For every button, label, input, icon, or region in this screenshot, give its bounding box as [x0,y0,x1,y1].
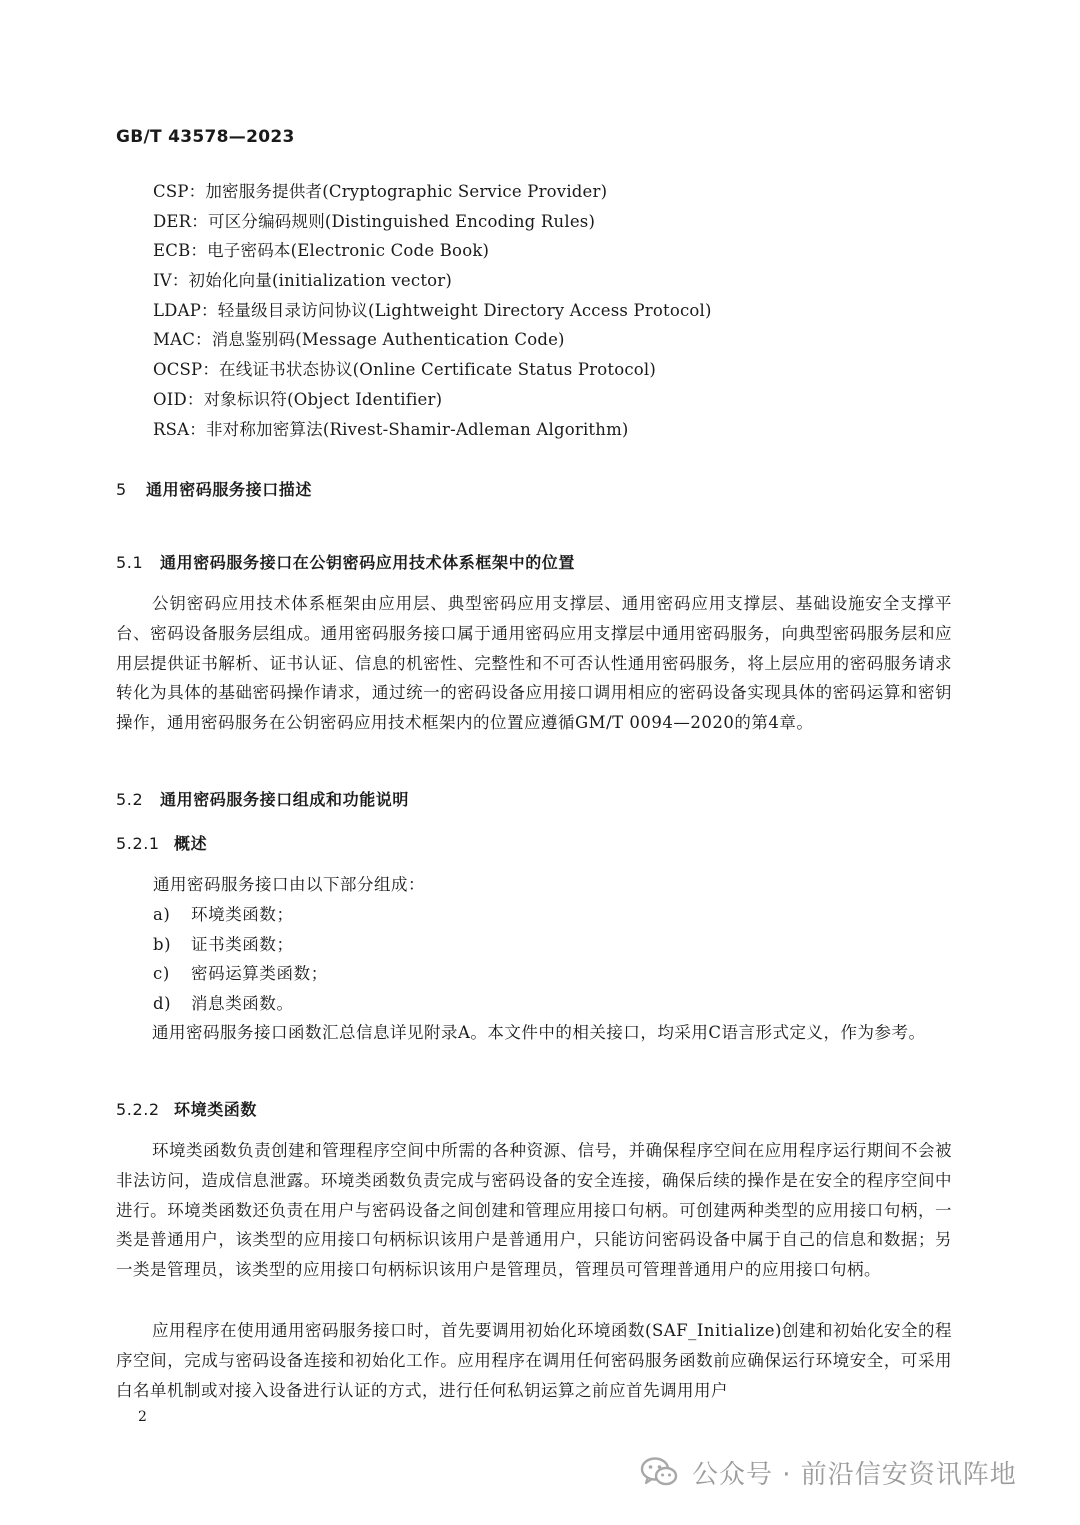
section-5-heading [116,477,312,500]
section-5-2-2-paragraph-2: 应用程序在使用通用密码服务接口时，首先要调用初始化环境函数(SAF_Initialize)创建和初始化安全的程序空间，完成与密码设备连接和初始化工作。应用程序在调用任何密码服务函数前应确保运行环境安全，可采用白名单机制或对接入设备进行认证的方式，进行任何私钥运算之前应首先调用用户 [116,1321,952,1400]
abbreviation-item: DER：可区分编码规则(Distinguished Encoding Rules) [153,211,596,231]
section-5-2-heading [116,787,409,810]
list-item-label: d) [153,993,172,1013]
section-5-1-heading [116,550,575,573]
abbreviation-item: ECB：电子密码本(Electronic Code Book) [153,241,490,261]
list-item-label: b) [153,934,172,954]
watermark-text: 公众号 · 前沿信安资讯阵地 [692,1459,1017,1490]
abbreviation-item: OID：对象标识符(Object Identifier) [153,389,443,409]
list-item [153,930,328,960]
abbreviation-item: MAC：消息鉴别码(Message Authentication Code) [153,330,565,350]
list-item-text: 密码运算类函数； [191,964,328,984]
section-title: 概述 [174,834,208,853]
abbreviation-item: OCSP：在线证书状态协议(Online Certificate Status Protocol) [153,360,657,380]
list-item-text: 证书类函数； [191,934,294,954]
section-5-2-2-paragraph-1: 环境类函数负责创建和管理程序空间中所需的各种资源、信号，并确保程序空间在应用程序运行期间不会被非法访问，造成信息泄露。环境类函数负责完成与密码设备的安全连接，确保后续的操作是在安全的程序空间中进行。环境类函数还负责在用户与密码设备之间创建和管理应用接口句柄。可创建两种类型的应用接口句柄，一类是普通用户，该类型的应用接口句柄标识该用户是普通用户，只能访问密码设备中属于自己的信息和数据；另一类是管理员，该类型的应用接口句柄标识该用户是管理员，管理员可管理普通用户的应用接口句柄。 [116,1141,952,1280]
list-item [153,959,328,989]
list-item-label: a) [153,905,171,924]
standard-code-header: GB/T 43578—2023 [116,127,295,147]
section-number: 5.2.2 [116,1100,160,1119]
abbreviation-list [153,177,712,444]
abbreviation-item: CSP：加密服务提供者(Cryptographic Service Provider) [153,182,608,201]
component-list [153,900,328,1018]
list-item-label: c) [153,964,170,984]
section-title: 通用密码服务接口组成和功能说明 [160,790,410,809]
section-number: 5.2 [116,790,144,809]
abbreviation-item: IV：初始化向量(initialization vector) [153,271,453,291]
watermark [640,1450,1017,1494]
section-number: 5 [116,480,127,499]
section-5-2-1-intro: 通用密码服务接口由以下部分组成： [153,875,425,894]
abbreviation-item: LDAP：轻量级目录访问协议(Lightweight Directory Access Protocol) [153,300,712,320]
section-title: 通用密码服务接口描述 [146,480,313,499]
abbreviation-item: RSA：非对称加密算法(Rivest-Shamir-Adleman Algorithm) [153,419,629,439]
wechat-icon [640,1456,678,1488]
section-5-2-1-heading [116,831,207,854]
section-5-1-paragraph: 公钥密码应用技术体系框架由应用层、典型密码应用支撑层、通用密码应用支撑层、基础设施安全支撑平台、密码设备服务层组成。通用密码服务接口属于通用密码应用支撑层中通用密码服务，向典型密码服务层和应用层提供证书解析、证书认证、信息的机密性、完整性和不可否认性通用密码服务，将上层应用的密码服务请求转化为具体的基础密码操作请求，通过统一的密码设备应用接口调用相应的密码设备实现具体的密码运算和密钥操作，通用密码服务在公钥密码应用技术框架内的位置应遵循GM/T 0094—2020的第4章。 [116,594,952,733]
section-title: 通用密码服务接口在公钥密码应用技术体系框架中的位置 [160,553,576,572]
section-number: 5.2.1 [116,834,160,853]
section-title: 环境类函数 [174,1100,258,1119]
list-item [153,900,328,930]
page-number: 2 [138,1409,147,1425]
section-number: 5.1 [116,553,144,572]
list-item [153,989,328,1019]
list-item-text: 环境类函数； [191,905,294,924]
section-5-2-2-heading [116,1097,257,1120]
list-item-text: 消息类函数。 [191,993,294,1013]
section-5-2-1-note: 通用密码服务接口函数汇总信息详见附录A。本文件中的相关接口，均采用C语言形式定义，作为参考。 [152,1023,926,1042]
